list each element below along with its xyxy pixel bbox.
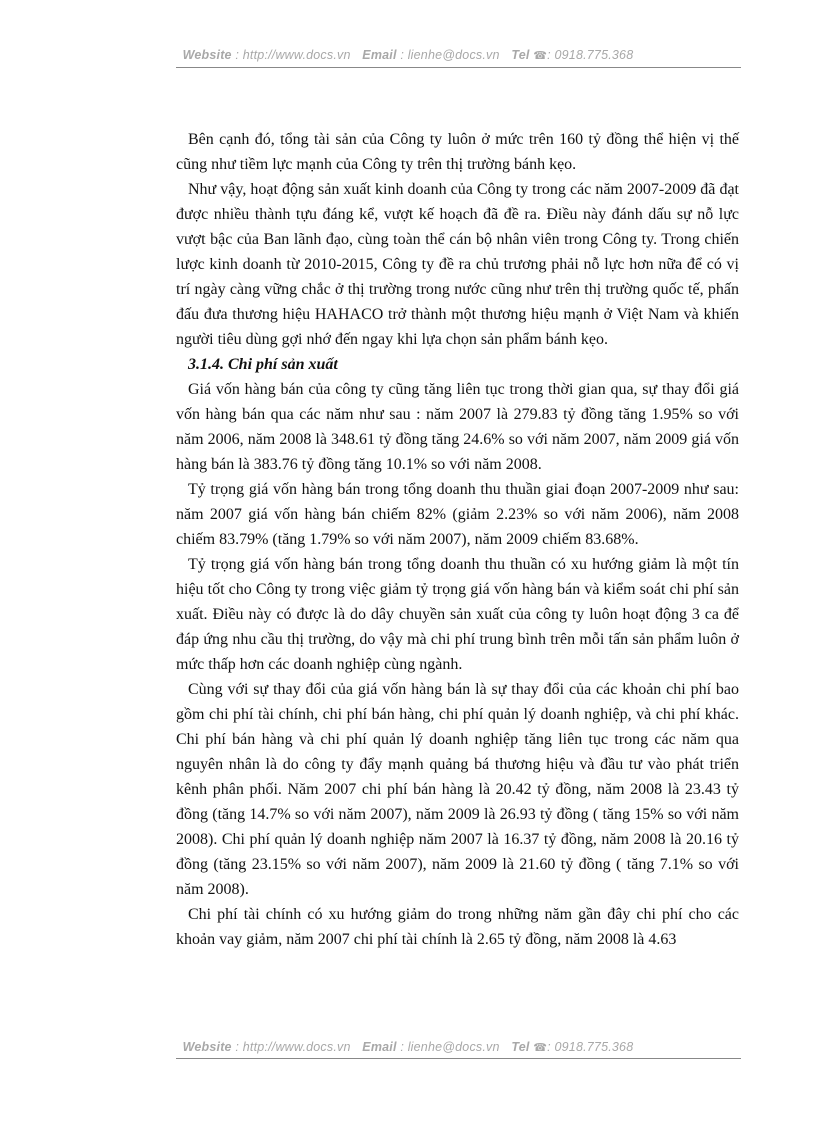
header-email-label: Email bbox=[362, 48, 397, 62]
paragraph-expenses: Cùng với sự thay đổi của giá vốn hàng bán là sự thay đổi của các khoản chi phí bao gồm chi phí tài chính, chi phí bán hàng, chi phí quản lý doanh nghiệp, và chi phí khác. Chi phí bán hàng và chi phí quản lý doanh nghiệp tăng liên tục trong các năm qua nguyên nhân là do công ty đẩy mạnh quảng bá thương hiệu và đầu tư vào phát triển kênh phân phối. Năm 2007 chi phí bán hàng là 20.42 tỷ đồng, năm 2008 là 23.43 tỷ đồng (tăng 14.7% so với năm 2007), năm 2009 là 26.93 tỷ đồng ( tăng 15% so với năm 2008). Chi phí quản lý doanh nghiệp năm 2007 là 16.37 tỷ đồng, năm 2008 là 20.16 tỷ đồng (tăng 23.15% so với năm 2007), năm 2009 là 21.60 tỷ đồng ( tăng 7.1% so với năm 2008). bbox=[176, 681, 739, 898]
phone-icon: ☎ bbox=[533, 50, 548, 62]
footer-tel-label: Tel bbox=[511, 1040, 530, 1054]
header-divider bbox=[176, 67, 741, 68]
paragraph-total-assets: Bên cạnh đó, tổng tài sản của Công ty luôn ở mức trên 160 tỷ đồng thể hiện vị thế cũng như tiềm lực mạnh của Công ty trên thị trường bánh kẹo. bbox=[176, 131, 739, 173]
footer-tel-sep: : bbox=[547, 1040, 551, 1054]
paragraph-cost-trend: Tỷ trọng giá vốn hàng bán trong tổng doanh thu thuần có xu hướng giảm là một tín hiệu tốt cho Công ty trong việc giảm tỷ trọng giá vốn hàng bán và kiểm soát chi phí sản xuất. Điều này có được là do dây chuyền sản xuất của công ty luôn hoạt động 3 ca để đáp ứng nhu cầu thị trường, do vậy mà chi phí trung bình trên mỗi tấn sản phẩm luôn ở mức thấp hơn các doanh nghiệp cùng ngành. bbox=[176, 556, 739, 673]
footer-tel-value: 0918.775.368 bbox=[554, 1040, 634, 1054]
footer-website-sep: : bbox=[235, 1040, 240, 1054]
footer-website-link[interactable]: http://www.docs.vn bbox=[242, 1040, 351, 1054]
header-email-link[interactable]: lienhe@docs.vn bbox=[407, 48, 500, 62]
footer-email-link[interactable]: lienhe@docs.vn bbox=[407, 1040, 500, 1054]
header-tel-sep: : bbox=[547, 48, 551, 62]
header-tel-value: 0918.775.368 bbox=[554, 48, 634, 62]
header-tel-label: Tel bbox=[511, 48, 530, 62]
paragraph-financial-costs: Chi phí tài chính có xu hướng giảm do trong những năm gần đây chi phí cho các khoản vay giảm, năm 2007 chi phí tài chính là 2.65 tỷ đồng, năm 2008 là 4.63 bbox=[176, 906, 739, 948]
footer-email-label: Email bbox=[362, 1040, 397, 1054]
paragraph-cost-ratio: Tỷ trọng giá vốn hàng bán trong tổng doanh thu thuần giai đoạn 2007-2009 như sau: năm 2007 giá vốn hàng bán chiếm 82% (giảm 2.23% so với năm 2006), năm 2008 chiếm 83.79% (tăng 1.79% so với năm 2007), năm 2009 chiếm 83.68%. bbox=[176, 481, 739, 548]
section-heading: 3.1.4. Chi phí sản xuất bbox=[188, 356, 338, 373]
document-body bbox=[176, 127, 739, 952]
paragraph-cost-of-goods: Giá vốn hàng bán của công ty cũng tăng liên tục trong thời gian qua, sự thay đổi giá vốn hàng bán qua các năm như sau : năm 2007 là 279.83 tỷ đồng tăng 1.95% so với năm 2006, năm 2008 là 348.61 tỷ đồng tăng 24.6% so với năm 2007, năm 2009 giá vốn hàng bán là 383.76 tỷ đồng tăng 10.1% so với năm 2008. bbox=[176, 381, 739, 473]
footer-divider bbox=[176, 1058, 741, 1059]
phone-icon: ☎ bbox=[533, 1042, 548, 1054]
footer-email-sep: : bbox=[400, 1040, 405, 1054]
header-website-link[interactable]: http://www.docs.vn bbox=[242, 48, 351, 62]
paragraph-business-results: Như vậy, hoạt động sản xuất kinh doanh của Công ty trong các năm 2007-2009 đã đạt được nhiều thành tựu đáng kể, vượt kế hoạch đã đề ra. Điều này đánh dấu sự nỗ lực vượt bậc của Ban lãnh đạo, cùng toàn thể cán bộ nhân viên trong Công ty. Trong chiến lược kinh doanh từ 2010-2015, Công ty đề ra chủ trương phải nỗ lực hơn nữa để có vị trí ngày càng vững chắc ở thị trường trong nước cũng như trên thị trường quốc tế, phấn đấu đưa thương hiệu HAHACO trở thành một thương hiệu mạnh ở Việt Nam và khiến người tiêu dùng gợi nhớ đến ngay khi lựa chọn sản phẩm bánh kẹo. bbox=[176, 181, 739, 348]
header-email-sep: : bbox=[400, 48, 405, 62]
page-footer bbox=[0, 1040, 816, 1054]
footer-website-label: Website bbox=[182, 1040, 232, 1054]
header-website-sep: : bbox=[235, 48, 240, 62]
page-header bbox=[0, 48, 816, 62]
header-website-label: Website bbox=[182, 48, 232, 62]
